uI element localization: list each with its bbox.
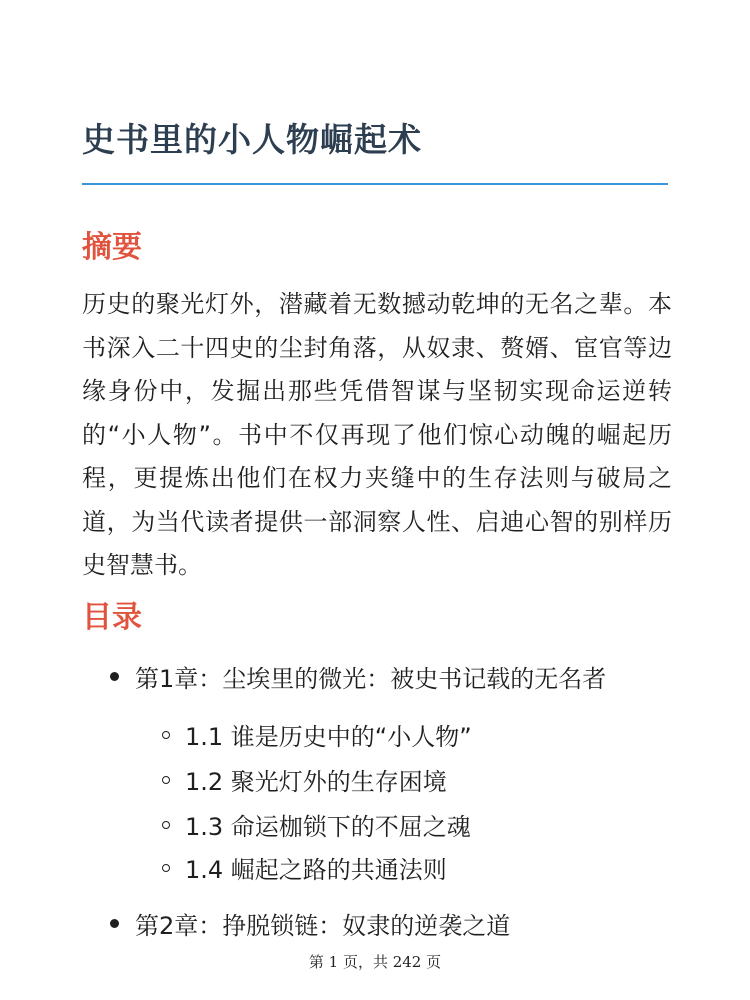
toc-heading: 目录 (82, 600, 142, 635)
toc-chapter-2 (110, 906, 510, 941)
toc-chapter-1-label: 第1章：尘埃里的微光：被史书记载的无名者 (135, 665, 607, 693)
toc-section-1-3 (162, 807, 471, 842)
bullet-icon (110, 672, 119, 681)
toc-chapter-2-label: 第2章：挣脱锁链：奴隶的逆袭之道 (135, 912, 511, 940)
circle-bullet-icon (162, 776, 170, 784)
toc-section-label: 1.2 聚光灯外的生存困境 (185, 768, 447, 796)
abstract-text: 历史的聚光灯外，潜藏着无数撼动乾坤的无名之辈。本书深入二十四史的尘封角落，从奴隶、赘婿、宦官等边缘身份中，发掘出那些凭借智谋与坚韧实现命运逆转的“小人物”。书中不仅再现了他们惊心动魄的崛起历程，更提炼出他们在权力夹缝中的生存法则与破局之道，为当代读者提供一部洞察人性、启迪心智的别样历史智慧书。 (82, 290, 672, 579)
document-title: 史书里的小人物崛起术 (82, 120, 422, 159)
toc-section-1-2 (162, 762, 447, 797)
toc-section-1-4 (162, 850, 447, 885)
circle-bullet-icon (162, 821, 170, 829)
toc-section-label: 1.4 崛起之路的共通法则 (185, 856, 447, 884)
title-divider (82, 183, 668, 185)
circle-bullet-icon (162, 864, 170, 872)
toc-section-label: 1.1 谁是历史中的“小人物” (185, 723, 472, 751)
abstract-heading: 摘要 (82, 230, 142, 265)
toc-section-label: 1.3 命运枷锁下的不屈之魂 (185, 813, 471, 841)
toc-chapter-1 (110, 659, 606, 694)
circle-bullet-icon (162, 731, 170, 739)
page-footer: 第 1 页，共 242 页 (308, 953, 442, 971)
toc-section-1-1 (162, 717, 472, 752)
bullet-icon (110, 919, 119, 928)
